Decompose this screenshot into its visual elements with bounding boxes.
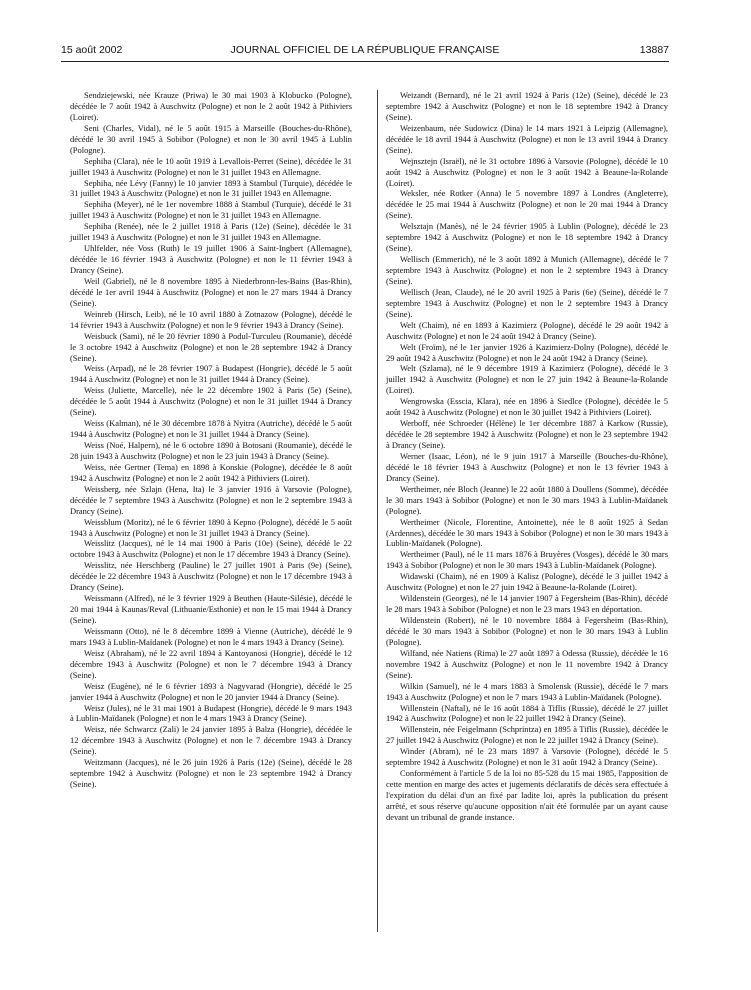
- right-column: [386, 90, 668, 823]
- record-entry: Welt (Szlama), né le 9 décembre 1919 à Kazimierz (Pologne), décédé le 3 juillet 1942 à Auschwitz (Pologne) et non le 27 juin 1942 à Beaune-la-Rolande (Loiret).: [386, 363, 668, 396]
- record-entry: Weizandt (Bernard), né le 21 avril 1924 à Paris (12e) (Seine), décédé le 23 septembre 1942 à Auschwitz (Pologne) et non le 18 septembre 1942 à Drancy (Seine).: [386, 90, 668, 122]
- record-entry: Widawski (Chaim), né en 1909 à Kalisz (Pologne), décédé le 3 juillet 1942 à Auschwitz (Pologne) et non le 27 juin 1942 à Beaune-la-Rolande (Loiret).: [386, 571, 668, 593]
- column-divider: [377, 90, 378, 932]
- record-entry: Wellisch (Emmerich), né le 3 août 1892 à Munich (Allemagne), décédé le 7 septembre 1943 à Auschwitz (Pologne) et non le 2 septembre 1943 à Drancy (Seine).: [386, 254, 668, 286]
- record-entry: Sephiha (Renée), née le 2 juillet 1918 à Paris (12e) (Seine), décédée le 31 juillet 1943 à Auschwitz (Pologne) et non le 31 juillet 1943 en Allemagne.: [70, 221, 352, 243]
- record-entry: Weissmann (Otto), né le 8 décembre 1899 à Vienne (Autriche), décédé le 9 mars 1943 à Lublin-Maïdanek (Pologne) et non le 4 mars 1943 à Drancy (Seine).: [70, 625, 352, 647]
- record-entry: Weiss, née Gertner (Tema) en 1898 à Konskie (Pologne), décédée le 8 août 1942 à Auschwitz (Pologne) et non le 2 août 1942 à Pithiviers (Loiret).: [70, 461, 352, 483]
- record-entry: Weiss (Noé, Halpern), né le 6 octobre 1890 à Botosani (Roumanie), décédé le 28 juin 1943 à Auschwitz (Pologne) et non le 23 juin 1943 à Drancy (Seine).: [70, 440, 352, 461]
- record-entry: Wilfand, née Natiens (Rima) le 27 août 1897 à Odessa (Russie), décédée le 16 novembre 1942 à Auschwitz (Pologne) et non le 11 novembre 1942 à Drancy (Seine).: [386, 647, 668, 680]
- record-entry: Weissblum (Moritz), né le 6 février 1890 à Kepno (Pologne), décédé le 5 août 1943 à Auschwitz (Pologne) et non le 31 juillet 1943 à Drancy (Seine).: [70, 516, 352, 538]
- record-entry: Weizenbaum, née Sudowicz (Dina) le 14 mars 1921 à Leipzig (Allemagne), décédée le 18 avril 1944 à Auschwitz (Pologne) et non le 13 avril 1944 à Drancy (Seine).: [386, 122, 668, 155]
- record-entry: Wilkin (Samuel), né le 4 mars 1883 à Smolensk (Russie), décédé le 7 mars 1943 à Auschwitz (Pologne) et non le 7 mars 1943 à Lublin-Maïdanek (Pologne).: [386, 680, 668, 702]
- record-entry: Weitzmann (Jacques), né le 26 juin 1926 à Paris (12e) (Seine), décédé le 28 septembre 1942 à Auschwitz (Pologne) et non le 23 septembre 1942 à Drancy (Seine).: [70, 757, 352, 790]
- record-entry: Weissberg, née Szlajn (Hena, Ita) le 3 janvier 1916 à Varsovie (Pologne), décédée le 7 septembre 1943 à Auschwitz (Pologne) et non le 2 septembre 1943 à Drancy (Seine).: [70, 483, 352, 516]
- record-entry: Wejnsztejn (Israël), né le 31 octobre 1896 à Varsovie (Pologne), décédé le 10 août 1942 à Auschwitz (Pologne) et non le 3 août 1942 à Beaune-la-Rolande (Loiret).: [386, 155, 668, 188]
- record-entry: Weisz, née Schwarcz (Zali) le 24 janvier 1895 à Balza (Hongrie), décédée le 12 décembre 1943 à Auschwitz (Pologne) et non le 7 décembre 1943 à Drancy (Seine).: [70, 724, 352, 757]
- record-entry: Werner (Isaac, Léon), né le 9 juin 1917 à Marseille (Bouches-du-Rhône), décédé le 18 février 1943 à Auschwitz (Pologne) et non le 13 février 1943 à Drancy (Seine).: [386, 450, 668, 483]
- issue-date: 15 août 2002: [61, 44, 123, 56]
- record-entry: Weil (Gabriel), né le 8 novembre 1895 à Niederbronn-les-Bains (Bas-Rhin), décédé le 1er avril 1944 à Auschwitz (Pologne) et non le 27 mars 1944 à Drancy (Seine).: [70, 275, 352, 308]
- record-entry: Wellisch (Jean, Claude), né le 20 avril 1925 à Paris (6e) (Seine), décédé le 7 septembre 1943 à Auschwitz (Pologne) et non le 2 septembre 1943 à Drancy (Seine).: [386, 286, 668, 319]
- record-entry: Weisbuck (Sami), né le 20 février 1890 à Podul-Turculeu (Roumanie), décédé le 3 octobre 1942 à Auschwitz (Pologne) et non le 28 septembre 1942 à Drancy (Seine).: [70, 330, 352, 363]
- record-entry: Werboff, née Schroeder (Hélène) le 1er décembre 1887 à Karkow (Russie), décédée le 28 septembre 1942 à Auschwitz (Pologne) et non le 23 septembre 1942 à Drancy (Seine).: [386, 418, 668, 450]
- page-header: [61, 44, 669, 58]
- legal-notice: Conformément à l'article 5 de la loi no 85-528 du 15 mai 1985, l'apposition de cette mention en marge des actes et jugements déclaratifs de décès sera effectuée à l'expiration du délai d'un an fixé par ladite loi, après la publication du présent arrêté, et sous réserve qu'aucune opposition n'ait été formulée par un ayant cause devant un tribunal de grande instance.: [386, 768, 668, 822]
- record-entry: Welt (Froïm), né le 1er janvier 1926 à Kazimierz-Dolny (Pologne), décédé le 29 août 1942 à Auschwitz (Pologne) et non le 24 août 1942 à Drancy (Seine).: [386, 341, 668, 363]
- record-entry: Willenstein (Naftal), né le 16 août 1884 à Tiflis (Russie), décédé le 27 juillet 1942 à Auschwitz (Pologne) et non le 22 juillet 1942 à Drancy (Seine).: [386, 702, 668, 724]
- record-entry: Weiss (Juliette, Marcelle), née le 22 décembre 1902 à Paris (5e) (Seine), décédée le 5 août 1944 à Auschwitz (Pologne) et non le 31 juillet 1944 à Drancy (Seine).: [70, 385, 352, 418]
- header-rule: [61, 61, 669, 62]
- record-entry: Wildenstein (Georges), né le 14 janvier 1907 à Fegersheim (Bas-Rhin), décédé le 28 mars 1943 à Sobibor (Pologne) et non le 23 mars 1943 en déportation.: [386, 593, 668, 615]
- record-entry: Sephiha (Clara), née le 10 août 1919 à Levallois-Perret (Seine), décédée le 31 juillet 1943 à Auschwitz (Pologne) et non le 31 juillet 1943 en Allemagne.: [70, 155, 352, 177]
- record-entry: Wengrowska (Esscia, Klara), née en 1896 à Siedlce (Pologne), décédée le 5 août 1942 à Auschwitz (Pologne) et non le 30 juillet 1942 à Pithiviers (Loiret).: [386, 396, 668, 418]
- record-entry: Weisz (Abraham), né le 22 avril 1894 à Kantoyanosi (Hongrie), décédé le 12 décembre 1943 à Auschwitz (Pologne) et non le 7 décembre 1943 à Drancy (Seine).: [70, 647, 352, 680]
- record-entry: Seni (Charles, Vidal), né le 5 août 1915 à Marseille (Bouches-du-Rhône), décédé le 30 avril 1945 à Sobibor (Pologne) et non le 30 avril 1945 à Lublin (Pologne).: [70, 122, 352, 155]
- journal-title: JOURNAL OFFICIEL DE LA RÉPUBLIQUE FRANÇAISE: [230, 44, 500, 56]
- left-column: [70, 90, 352, 790]
- record-entry: Wertheimer (Nicole, Florentine, Antoinette), née le 8 août 1925 à Sedan (Ardennes), décédée le 30 mars 1943 à Sobibor (Pologne) et non le 30 mars 1943 à Lublin-Maïdanek (Pologne).: [386, 516, 668, 549]
- record-entry: Weissmann (Alfred), né le 3 février 1929 à Beuthen (Haute-Silésie), décédé le 20 mai 1944 à Kaunas/Reval (Lithuanie/Esthonie) et non le 15 mai 1944 à Drancy (Seine).: [70, 593, 352, 625]
- record-entry: Weisslitz (Jacques), né le 14 mai 1900 à Paris (10e) (Seine), décédé le 22 octobre 1943 à Auschwitz (Pologne) et non le 17 décembre 1943 à Drancy (Seine).: [70, 538, 352, 560]
- record-entry: Sephiha (Meyer), né le 1er novembre 1888 à Stambul (Turquie), décédé le 31 juillet 1943 à Auschwitz (Pologne) et non le 31 juillet 1943 en Allemagne.: [70, 199, 352, 221]
- record-entry: Wertheimer (Paul), né le 11 mars 1876 à Bruyères (Vosges), décédé le 30 mars 1943 à Sobibor (Pologne) et non le 30 mars 1943 à Lublin-Maïdanek (Pologne).: [386, 549, 668, 571]
- record-entry: Welt (Chaim), né en 1893 à Kazimierz (Pologne), décédé le 29 août 1942 à Auschwitz (Pologne) et non le 24 août 1942 à Drancy (Seine).: [386, 319, 668, 341]
- record-entry: Weisz (Eugène), né le 6 février 1893 à Nagyvarad (Hongrie), décédé le 25 janvier 1944 à Auschwitz (Pologne) et non le 20 janvier 1944 à Drancy (Seine).: [70, 680, 352, 702]
- record-entry: Willenstein, née Feigelmann (Schprintza) en 1895 à Tiflis (Russie), décédée le 27 juillet 1942 à Auschwitz (Pologne) et non le 22 juillet 1942 à Drancy (Seine).: [386, 724, 668, 746]
- page-number: 13887: [639, 44, 669, 56]
- record-entry: Weisz (Jules), né le 31 mai 1901 à Budapest (Hongrie), décédé le 9 mars 1943 à Lublin-Maïdanek (Pologne) et non le 4 mars 1943 à Drancy (Seine).: [70, 702, 352, 724]
- record-entry: Weinreb (Hirsch, Leib), né le 10 avril 1880 à Zotnazow (Pologne), décédé le 14 février 1943 à Auschwitz (Pologne) et non le 9 février 1943 à Drancy (Seine).: [70, 308, 352, 330]
- record-entry: Winder (Abram), né le 23 mars 1897 à Varsovie (Pologne), décédé le 5 septembre 1942 à Auschwitz (Pologne) et non le 31 août 1942 à Drancy (Seine).: [386, 746, 668, 768]
- record-entry: Weiss (Kalman), né le 30 décembre 1878 à Nyitra (Autriche), décédé le 5 août 1944 à Auschwitz (Pologne) et non le 31 juillet 1944 à Drancy (Seine).: [70, 418, 352, 440]
- record-entry: Weksler, née Rotker (Anna) le 5 novembre 1897 à Londres (Angleterre), décédée le 25 mai 1944 à Auschwitz (Pologne) et non le 20 mai 1944 à Drancy (Seine).: [386, 188, 668, 221]
- record-entry: Weiss (Arpad), né le 28 février 1907 à Budapest (Hongrie), décédé le 5 août 1944 à Auschwitz (Pologne) et non le 31 juillet 1944 à Drancy (Seine).: [70, 363, 352, 385]
- record-entry: Sendziejewski, née Krauze (Priwa) le 30 mai 1903 à Klobucko (Pologne), décédée le 7 août 1942 à Auschwitz (Pologne) et non le 2 août 1942 à Pithiviers (Loiret).: [70, 90, 352, 122]
- record-entry: Wertheimer, née Bloch (Jeanne) le 22 août 1880 à Doullens (Somme), décédée le 30 mars 1943 à Sobibor (Pologne) et non le 30 mars 1943 à Lublin-Maïdanek (Pologne).: [386, 483, 668, 516]
- record-entry: Sephiha, née Lévy (Fanny) le 10 janvier 1893 à Stambul (Turquie), décédée le 31 juillet 1943 à Auschwitz (Pologne) et non le 31 juillet 1943 en Allemagne.: [70, 177, 352, 199]
- record-entry: Weisslitz, née Herschberg (Pauline) le 27 juillet 1901 à Paris (9e) (Seine), décédée le 22 décembre 1943 à Auschwitz (Pologne) et non le 17 décembre 1943 à Drancy (Seine).: [70, 560, 352, 593]
- record-entry: Uhlfelder, née Voss (Ruth) le 19 juillet 1906 à Saint-Ingbert (Allemagne), décédée le 16 février 1943 à Auschwitz (Pologne) et non le 11 février 1943 à Drancy (Seine).: [70, 243, 352, 275]
- record-entry: Wildenstein (Robert), né le 10 novembre 1884 à Fegersheim (Bas-Rhin), décédé le 30 mars 1943 à Sobibor (Pologne) et non le 30 mars 1943 à Lublin (Pologne).: [386, 615, 668, 647]
- record-entry: Welsztajn (Manès), né le 24 février 1905 à Lublin (Pologne), décédé le 23 septembre 1942 à Auschwitz (Pologne) et non le 18 septembre 1942 à Drancy (Seine).: [386, 221, 668, 254]
